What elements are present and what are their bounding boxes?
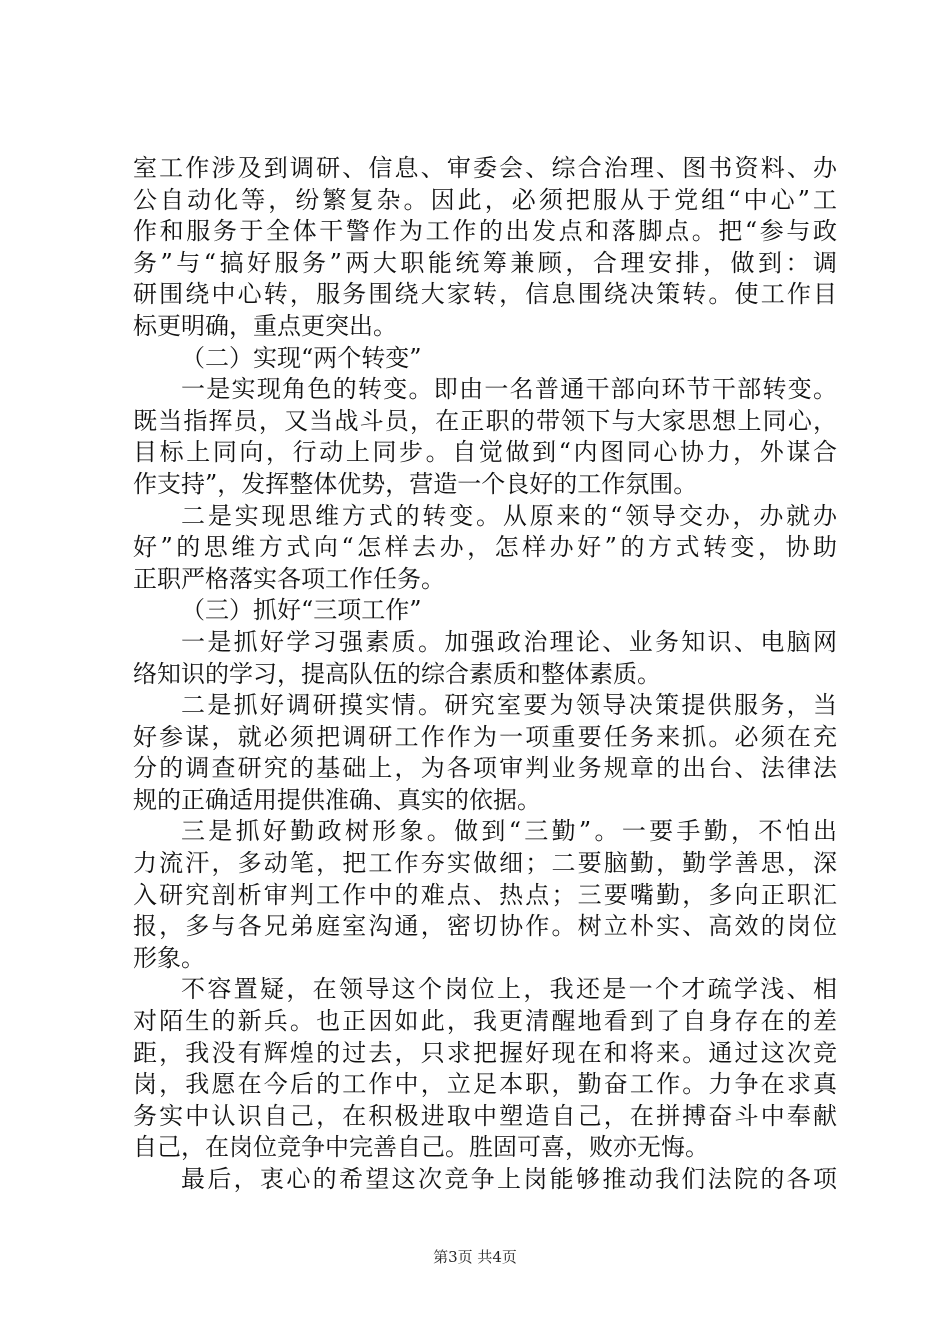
text-line: 入研究剖析审判工作中的难点、热点；三要嘴勤，多向正职汇 [133, 880, 837, 909]
text-line: 作支持”，发挥整体优势，营造一个良好的工作氛围。 [133, 469, 698, 498]
text-line: 公自动化等，纷繁复杂。因此，必须把服从于党组“中心”工 [133, 185, 837, 214]
text-line: （三）抓好“三项工作” [181, 596, 422, 625]
text-line: 二是实现思维方式的转变。从原来的“领导交办，办就办 [181, 501, 837, 530]
page-footer: 第3页 共4页 [433, 1248, 517, 1266]
text-line: 三是抓好勤政树形象。做到“三勤”。一要手勤，不怕出 [181, 817, 837, 846]
text-line: 正职严格落实各项工作任务。 [133, 564, 445, 593]
text-line: 二是抓好调研摸实情。研究室要为领导决策提供服务，当 [181, 691, 837, 720]
text-line: 岗，我愿在今后的工作中，立足本职，勤奋工作。力争在求真 [133, 1070, 837, 1099]
text-line: 既当指挥员，又当战斗员，在正职的带领下与大家思想上同心， [133, 406, 837, 435]
text-line: （二）实现“两个转变” [181, 343, 422, 372]
text-line: 目标上同向，行动上同步。自觉做到“内图同心协力，外谋合 [133, 438, 837, 467]
text-line: 对陌生的新兵。也正因如此，我更清醒地看到了自身存在的差 [133, 1007, 837, 1036]
text-line: 务”与“搞好服务”两大职能统筹兼顾，合理安排，做到：调 [133, 248, 837, 277]
text-line: 形象。 [133, 943, 205, 972]
text-line: 室工作涉及到调研、信息、审委会、综合治理、图书资料、办 [133, 154, 837, 182]
text-line: 研围绕中心转，服务围绕大家转，信息围绕决策转。使工作目 [133, 280, 837, 309]
text-line: 报，多与各兄弟庭室沟通，密切协作。树立朴实、高效的岗位 [133, 912, 837, 941]
text-line: 一是实现角色的转变。即由一名普通干部向环节干部转变。 [181, 375, 837, 404]
text-line: 不容置疑，在领导这个岗位上，我还是一个才疏学浅、相 [181, 975, 837, 1004]
text-line: 一是抓好学习强素质。加强政治理论、业务知识、电脑网 [181, 627, 837, 656]
text-line: 络知识的学习，提高队伍的综合素质和整体素质。 [133, 659, 661, 688]
text-line: 最后，衷心的希望这次竞争上岗能够推动我们法院的各项 [181, 1165, 837, 1193]
document-body [133, 153, 837, 1196]
text-line: 好参谋，就必须把调研工作作为一项重要任务来抓。必须在充 [133, 722, 837, 751]
text-line: 分的调查研究的基础上，为各项审判业务规章的出台、法律法 [133, 754, 837, 783]
text-line: 作和服务于全体干警作为工作的出发点和落脚点。把“参与政 [133, 217, 837, 246]
text-line: 标更明确，重点更突出。 [133, 311, 397, 340]
text-line: 好”的思维方式向“怎样去办，怎样办好”的方式转变，协助 [133, 533, 837, 562]
text-line: 力流汗，多动笔，把工作夯实做细；二要脑勤，勤学善思，深 [133, 849, 837, 878]
text-line: 自己，在岗位竞争中完善自己。胜固可喜，败亦无悔。 [133, 1133, 709, 1162]
text-line: 务实中认识自己，在积极进取中塑造自己，在拼搏奋斗中奉献 [133, 1101, 837, 1130]
text-line: 距，我没有辉煌的过去，只求把握好现在和将来。通过这次竞 [133, 1038, 837, 1067]
text-line: 规的正确适用提供准确、真实的依据。 [133, 785, 541, 814]
